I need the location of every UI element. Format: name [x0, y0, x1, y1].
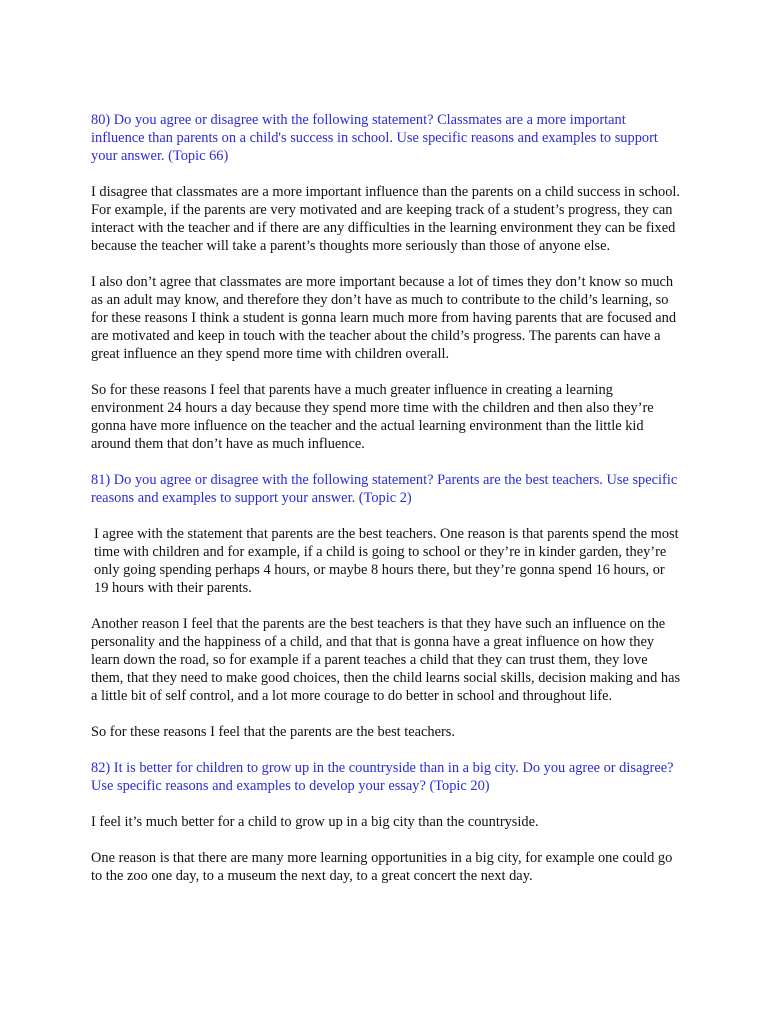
essay-section-80	[91, 111, 681, 453]
paragraph: I feel it’s much better for a child to grow up in a big city than the countryside.	[91, 814, 539, 830]
paragraph: One reason is that there are many more learning opportunities in a big city, for example one could go to the zoo one day, to a museum the next day, to a great concert the next day.	[91, 850, 673, 884]
question-81: 81) Do you agree or disagree with the following statement? Parents are the best teachers. Use specific reasons and examples to support your answer. (Topic 2)	[91, 472, 678, 506]
paragraph: Another reason I feel that the parents are the best teachers is that they have such an influence on the personality and the happiness of a child, and that that is gonna have a great influence on how they learn down the road, so for example if a parent teaches a child that they can trust them, they love them, that they need to make good choices, then the child learns social skills, decision making and has a little bit of self control, and a lot more courage to do better in school and throughout life.	[91, 616, 681, 704]
paragraph: I agree with the statement that parents are the best teachers. One reason is that parents spend the most time with children and for example, if a child is going to school or they’re in kinder garden, they’re only going spending perhaps 4 hours, or maybe 8 hours there, but they’re gonna spend 16 hours, or 19 hours with their parents.	[94, 526, 679, 596]
paragraph: So for these reasons I feel that the parents are the best teachers.	[91, 724, 456, 740]
essay-section-82	[91, 759, 681, 885]
essay-section-81	[91, 471, 681, 741]
question-82: 82) It is better for children to grow up in the countryside than in a big city. Do you agree or disagree? Use specific reasons and examples to develop your essay? (Topic 20)	[91, 760, 674, 794]
document-page	[91, 111, 681, 903]
question-80: 80) Do you agree or disagree with the following statement? Classmates are a more important influence than parents on a child's success in school. Use specific reasons and examples to support your answer. (Topic 66)	[91, 112, 658, 164]
paragraph: So for these reasons I feel that parents have a much greater influence in creating a learning environment 24 hours a day because they spend more time with the children and then also they’re gonna have more influence on the teacher and the actual learning environment than the little kid around them that don’t have as much influence.	[91, 382, 654, 452]
paragraph: I disagree that classmates are a more important influence than the parents on a child success in school. For example, if the parents are very motivated and are keeping track of a student’s progress, they can interact with the teacher and if there are any difficulties in the learning environment they can be fixed because the teacher will take a parent’s thoughts more seriously than those of anyone else.	[91, 184, 681, 254]
paragraph: I also don’t agree that classmates are more important because a lot of times they don’t know so much as an adult may know, and therefore they don’t have as much to contribute to the child’s learning, so for these reasons I think a student is gonna learn much more from having parents that are focused and are motivated and keep in touch with the teacher about the child’s progress. The parents can have a great influence an they spend more time with children overall.	[91, 274, 677, 362]
